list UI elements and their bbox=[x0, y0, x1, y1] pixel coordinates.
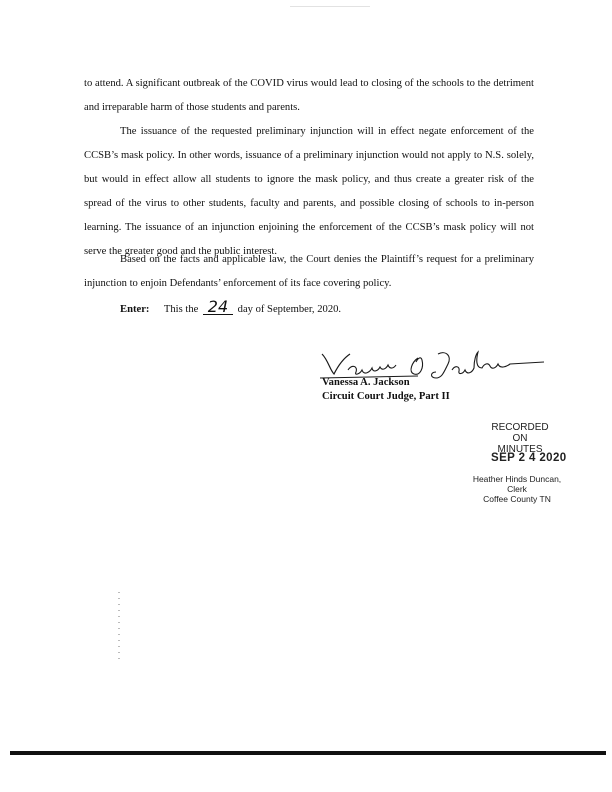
recorded-stamp bbox=[490, 422, 550, 455]
stamp-clerk-name: Heather Hinds Duncan, Clerk bbox=[472, 474, 562, 494]
judge-title: Circuit Court Judge, Part II bbox=[322, 391, 450, 402]
paragraph-continuation: to attend. A significant outbreak of the COVID virus would lead to closing of the schools to the detriment and irreparable harm of those students and parents. bbox=[84, 78, 534, 113]
stamp-on-minutes: ON MINUTES bbox=[497, 433, 543, 455]
scan-artifact bbox=[290, 6, 370, 7]
enter-suffix: day of September, 2020. bbox=[237, 304, 342, 315]
stamp-county: Coffee County TN bbox=[483, 494, 551, 504]
page-bottom-border bbox=[10, 751, 606, 755]
stamp-recorded: RECORDED bbox=[491, 422, 549, 433]
stamp-date: SEP 2 4 2020 bbox=[491, 452, 567, 464]
clerk-stamp bbox=[472, 474, 562, 504]
handwritten-day: 24 bbox=[203, 300, 233, 315]
paragraph-ruling: Based on the facts and applicable law, the Court denies the Plaintiff’s request for a preliminary injunction to enjoin Defendants’ enforcement of its face covering policy. bbox=[84, 254, 534, 289]
scan-artifact-dots bbox=[118, 592, 120, 662]
judge-name: Vanessa A. Jackson bbox=[322, 377, 410, 388]
enter-prefix: This the bbox=[163, 304, 199, 315]
enter-line bbox=[120, 297, 342, 316]
paragraph-injunction-effect: The issuance of the requested preliminary injunction will in effect negate enforcement of the CCSB’s mask policy. In other words, issuance of a preliminary injunction would not apply to N.S. solely, but would in effect allow all students to ignore the mask policy, and thus create a greater risk of the spread of the virus to other students, faculty and parents, and possible closing of schools to in-person learning. The issuance of an injunction enjoining the enforcement of the CCSB’s mask policy will not serve the greater good and the public interest. bbox=[84, 126, 534, 257]
enter-label: Enter: bbox=[120, 304, 150, 315]
